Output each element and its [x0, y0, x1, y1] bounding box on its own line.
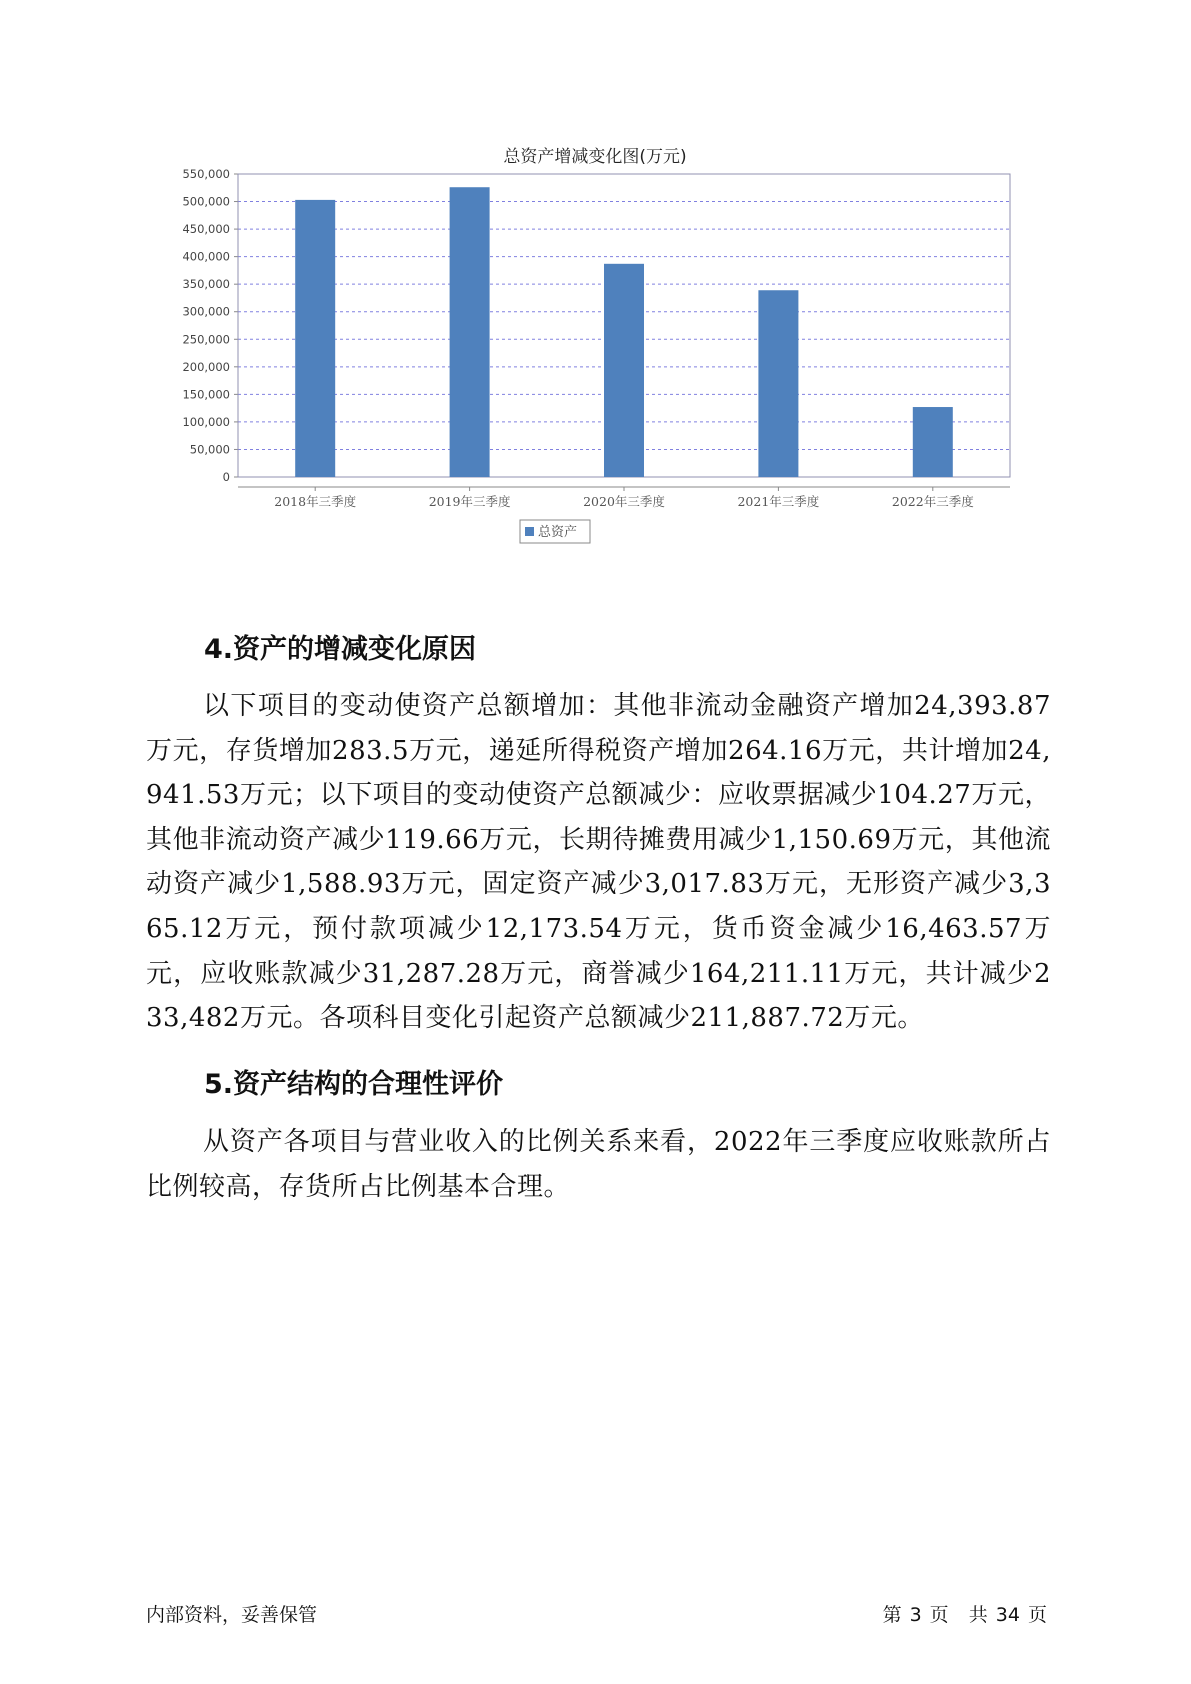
bar — [604, 264, 644, 477]
y-tick-label: 250,000 — [182, 332, 230, 347]
legend-label: 总资产 — [538, 525, 578, 540]
page-unit: 页 — [929, 1604, 949, 1626]
section-5-heading: 5.资产结构的合理性评价 — [204, 1069, 504, 1100]
total-prefix: 共 — [968, 1604, 988, 1626]
y-tick-label: 0 — [222, 470, 230, 484]
section-4-paragraph: 以下项目的变动使资产总额增加：其他非流动金融资产增加24,393.87万元，存货增加283.5万元，递延所得税资产增加264.16万元，共计增加24,941.53万元；以下项目的变动使资产总额减少：应收票据减少104.27万元，其他非流动资产减少119.66万元，长期待摊费用减少1,150.69万元，其他流动资产减少1,588.93万元，固定资产减少3,017.83万元，无形资产减少3,365.12万元，预付款项减少12,173.54万元，货币资金减少16,463.57万元，应收账款减少31,287.28万元，商誉减少164,211.11万元，共计减少233,482万元。各项科目变化引起资产总额减少211,887.72万元。 — [146, 691, 1051, 1034]
footer-confidential: 内部资料，妥善保管 — [146, 1604, 318, 1626]
x-tick-label: 2018年三季度 — [274, 494, 357, 509]
total-pages: 34 — [995, 1604, 1020, 1626]
y-tick-label: 50,000 — [189, 442, 230, 457]
y-tick-label: 500,000 — [182, 194, 230, 209]
page-prefix: 第 — [882, 1604, 902, 1626]
x-tick-label: 2021年三季度 — [737, 494, 820, 509]
total-unit: 页 — [1027, 1604, 1047, 1626]
chart-svg — [150, 130, 1040, 600]
page-number: 3 — [909, 1604, 922, 1626]
bar — [295, 200, 335, 477]
section-4-heading: 4.资产的增减变化原因 — [204, 634, 477, 665]
y-tick-label: 200,000 — [182, 359, 230, 374]
x-tick-label: 2020年三季度 — [583, 494, 665, 509]
y-tick-label: 400,000 — [182, 249, 230, 264]
y-tick-label: 300,000 — [182, 304, 230, 319]
x-tick-label: 2022年三季度 — [891, 494, 974, 509]
footer-page-info — [879, 1600, 1051, 1627]
bar — [450, 187, 490, 477]
y-tick-label: 450,000 — [182, 222, 230, 237]
asset-chart — [150, 130, 1040, 600]
chart-title: 总资产增减变化图(万元) — [503, 147, 687, 167]
section-5-paragraph: 从资产各项目与营业收入的比例关系来看，2022年三季度应收账款所占比例较高，存货所占比例基本合理。 — [146, 1127, 1051, 1202]
y-tick-label: 550,000 — [182, 167, 230, 181]
bar — [758, 290, 798, 477]
y-tick-label: 150,000 — [182, 387, 230, 402]
y-tick-label: 100,000 — [182, 414, 230, 429]
y-tick-label: 350,000 — [182, 277, 230, 292]
x-tick-label: 2019年三季度 — [428, 494, 511, 509]
bar — [913, 407, 953, 477]
legend-swatch — [525, 527, 534, 536]
